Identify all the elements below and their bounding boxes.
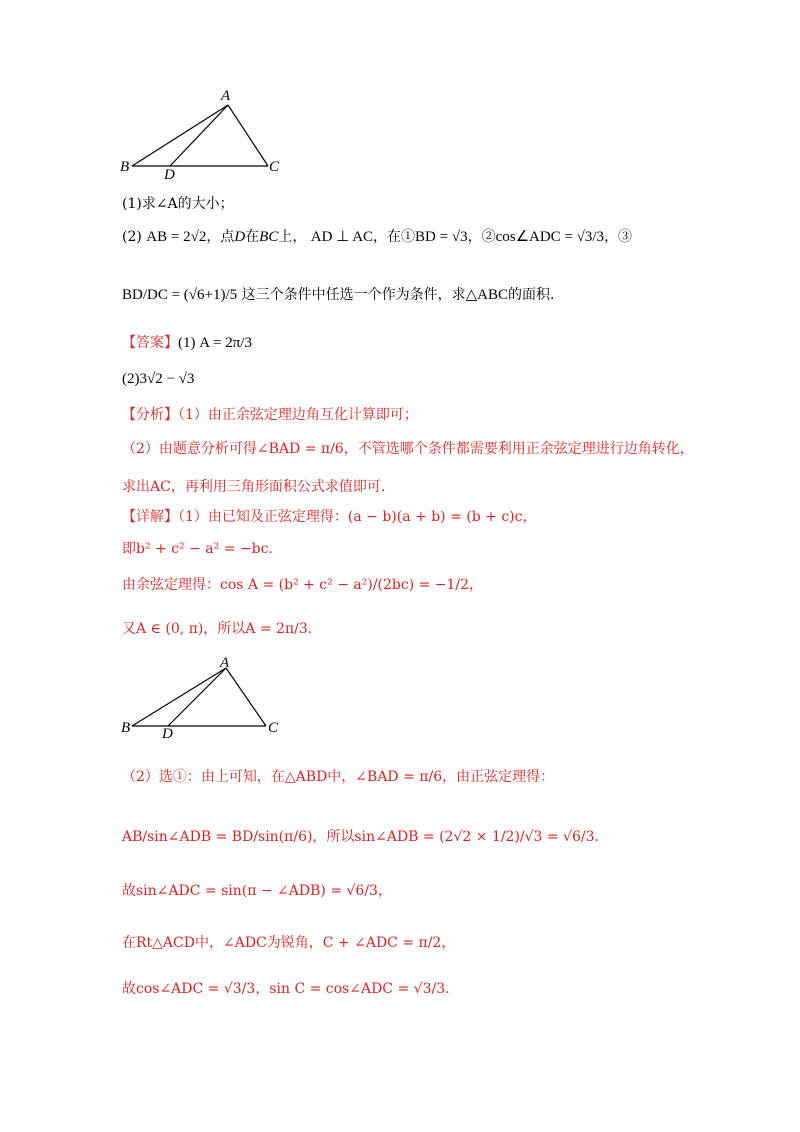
formula-ab: AB = 2√2 [146,229,207,245]
triangle-figure-bottom [118,655,298,750]
vertex-label-c-2: C [268,720,279,736]
part2-line-3: 故sin∠ADC = sin(π − ∠ADB) = √6/3， [122,883,392,899]
side-ac-2 [226,668,266,726]
vertex-label-d-2: D [162,726,173,742]
vertex-label-a-2: A [220,655,230,671]
analysis-line-1: 【分析】（1）由正余弦定理边角互化计算即可； [122,407,418,423]
side-ab [132,105,228,166]
vertex-label-c: C [269,159,280,175]
analysis-line-3: 求出AC，再利用三角形面积公式求值即可. [122,479,386,495]
question-part-2-line-1: (2) AB = 2√2，点D在BC上， AD ⊥ AC，在①BD = √3，②cos∠ADC = √3/3，③ [122,229,633,245]
side-ac [228,105,268,166]
formula-perp: AD ⊥ AC [310,229,374,245]
detail-line-2: 即b² + c² − a² = −bc. [122,541,273,557]
vertex-label-a: A [221,88,231,104]
detail-line-1: 【详解】（1）由已知及正弦定理得：(a − b)(a + b) = (b + c)c， [122,509,537,525]
vertex-label-d: D [164,167,175,183]
condition-2: cos∠ADC = √3/3 [495,229,605,245]
triangle-diagram-2 [118,660,298,750]
answer-tag: 【答案】 [122,335,178,351]
condition-1: BD = √3 [415,229,468,245]
vertex-label-b-2: B [121,720,131,736]
side-ab-2 [132,668,226,726]
answer-part-2: (2)3√2 − √3 [122,371,195,387]
detail-line-3: 由余弦定理得：cos A = (b² + c² − a²)/(2bc) = −1/2， [122,577,484,593]
part2-line-1: （2）选①：由上可知，在△ABD中，∠BAD = π/6，由正弦定理得： [122,769,555,785]
vertex-label-b: B [120,159,130,175]
part2-line-2: AB/sin∠ADB = BD/sin(π/6)，所以sin∠ADB = (2√2 × 1/2)/√3 = √6/3. [122,829,599,845]
part2-line-4: 在Rt△ACD中，∠ADC为锐角，C + ∠ADC = π/2， [122,935,456,951]
analysis-tag: 【分析】 [122,407,178,423]
part2-line-5: 故cos∠ADC = √3/3，sin C = cos∠ADC = √3/3. [122,981,450,997]
analysis-line-2: （2）由题意分析可得∠BAD = π/6，不管选哪个条件都需要利用正余弦定理进行边角转化， [122,441,694,457]
triangle-figure-top [118,88,298,185]
segment-ad-2 [168,668,226,726]
question-part-1: (1)求∠A的大小； [122,196,234,212]
segment-ad [170,105,228,166]
condition-3: BD/DC = (√6+1)/5 [122,287,238,303]
detail-tag: 【详解】 [122,509,178,525]
answer-part-1: 【答案】(1) A = 2π/3 [122,335,252,351]
detail-line-4: 又A ∈ (0, π)，所以A = 2π/3. [122,621,313,637]
question-part-2-line-2: BD/DC = (√6+1)/5 这三个条件中任选一个作为条件，求△ABC的面积. [122,287,555,303]
